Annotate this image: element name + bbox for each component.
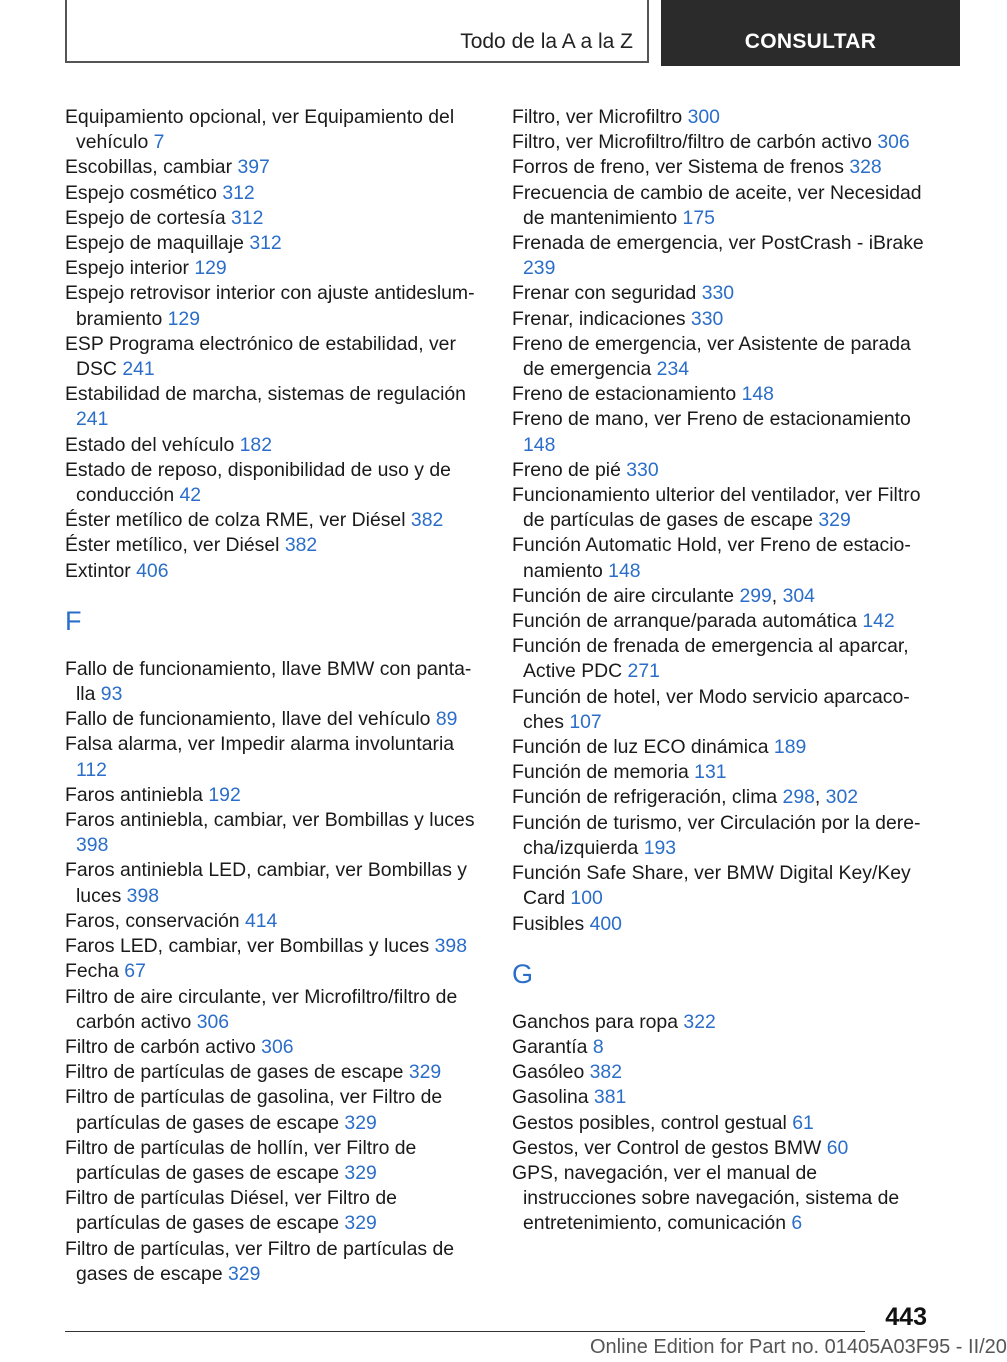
index-entry-text: GPS, navegación, ver el manual de instrucciones sobre navegación, sistema de entretenimiento, comunicación <box>512 1161 900 1235</box>
index-entry <box>512 281 932 306</box>
index-entry-text: Espejo de cortesía <box>65 206 226 229</box>
index-entry <box>512 1010 932 1035</box>
page-reference-link[interactable]: 193 <box>643 836 677 859</box>
page-reference-link[interactable]: 400 <box>589 912 622 935</box>
index-entry <box>512 155 932 180</box>
page-reference-link[interactable]: 175 <box>682 206 715 229</box>
index-entry-text: Funcionamiento ulterior del ventilador, ver Filtro de partículas de gases de escape <box>512 484 921 532</box>
index-entry-text: Función de frenada de emergencia al aparcar, Active PDC <box>512 635 909 683</box>
page-reference-link[interactable]: 60 <box>826 1136 849 1159</box>
index-entry <box>512 685 932 735</box>
index-entry-text: Estado de reposo, disponibilidad de uso y de conducción <box>65 458 451 507</box>
page-reference-link[interactable]: 414 <box>244 909 278 932</box>
index-entry <box>65 256 481 281</box>
page-reference-link[interactable]: 234 <box>656 358 690 381</box>
page-reference-link[interactable]: 300 <box>687 106 720 128</box>
index-entry-text: Fallo de funcionamiento, llave del vehículo <box>65 708 431 731</box>
page-reference-link[interactable]: 182 <box>239 433 272 456</box>
index-entry-text: ESP Programa electrónico de estabilidad, ver DSC <box>65 332 456 381</box>
index-entry-text: Función de turismo, ver Circulación por la derecha/izquierda <box>512 811 921 859</box>
index-entry <box>65 959 481 984</box>
index-entry-text: Filtro de carbón activo <box>65 1035 256 1058</box>
index-entry <box>512 483 932 533</box>
index-entry <box>65 808 481 858</box>
index-entry <box>512 1136 932 1161</box>
page-reference-link[interactable]: 330 <box>690 307 724 330</box>
index-entry <box>65 732 481 782</box>
index-entry <box>65 707 481 732</box>
index-entry <box>65 1085 481 1135</box>
page-reference-link[interactable]: 100 <box>570 887 603 910</box>
index-entry-text: Frenada de emergencia, ver PostCrash - iBrake <box>512 232 924 255</box>
index-entry-text: Función de luz ECO dinámica <box>512 736 769 759</box>
index-entry <box>512 1085 932 1110</box>
index-entry <box>65 105 481 155</box>
page-header <box>0 0 960 66</box>
page-reference-link[interactable]: 330 <box>626 458 659 481</box>
page-reference-link[interactable]: 406 <box>136 559 169 582</box>
index-entry <box>65 332 481 382</box>
index-entry <box>65 206 481 231</box>
page-reference-link[interactable]: 306 <box>877 131 910 154</box>
page-reference-link[interactable]: 329 <box>228 1262 261 1285</box>
index-entry-text: Espejo interior <box>65 257 189 280</box>
index-entry <box>65 1186 481 1236</box>
index-entry-text: Freno de emergencia, ver Asistente de parada de emergencia <box>512 332 911 381</box>
page-reference-link[interactable]: 42 <box>179 484 202 507</box>
page-reference-link[interactable]: 382 <box>589 1061 622 1084</box>
index-entry <box>65 155 481 180</box>
page-reference-link[interactable]: 322 <box>683 1010 716 1033</box>
index-entry <box>512 861 932 911</box>
index-entry-text: Estabilidad de marcha, sistemas de regulación <box>65 383 466 406</box>
page-reference-link[interactable]: 381 <box>593 1086 627 1109</box>
page-reference-link[interactable]: 397 <box>237 156 270 179</box>
index-entry <box>65 1035 481 1060</box>
index-entry <box>512 1111 932 1136</box>
index-entry-text: Espejo retrovisor interior con ajuste antideslumbramiento <box>65 282 475 330</box>
index-entry-text: Función Safe Share, ver BMW Digital Key/Key Card <box>512 862 911 910</box>
page-reference-link[interactable]: 302 <box>825 786 859 809</box>
index-entry <box>512 382 932 407</box>
index-entry <box>65 508 481 533</box>
page-reference-link[interactable]: 142 <box>862 610 895 633</box>
index-entry <box>512 760 932 785</box>
index-entry-text: Filtro de partículas de gases de escape <box>65 1061 404 1084</box>
page-reference-link[interactable]: 8 <box>592 1035 604 1058</box>
page-reference-link[interactable]: 329 <box>344 1111 377 1134</box>
page-reference-link[interactable]: 312 <box>249 232 282 255</box>
index-entry-text: Freno de estacionamiento <box>512 383 737 406</box>
page-reference-link[interactable]: 306 <box>196 1010 230 1033</box>
index-entry <box>65 783 481 808</box>
index-entry <box>512 105 932 130</box>
index-entry: Función de refrigeración, clima 298, 302 <box>512 786 859 809</box>
index-entry <box>65 181 481 206</box>
index-entry <box>65 1060 481 1085</box>
index-entry <box>512 181 932 231</box>
index-entry <box>512 407 932 457</box>
index-entry-text: Faros antiniebla, cambiar, ver Bombillas y luces <box>65 809 475 832</box>
index-column-left <box>65 105 481 1287</box>
index-entry-text: Éster metílico de colza RME, ver Diésel <box>65 509 406 532</box>
index-entry-text: Freno de pié <box>512 458 621 481</box>
index-entry-text: Frenar con seguridad <box>512 282 697 305</box>
index-entry <box>65 858 481 908</box>
index-entry <box>65 657 481 707</box>
index-entry <box>65 559 481 584</box>
page-reference-link[interactable]: 93 <box>100 683 123 706</box>
index-entry <box>65 231 481 256</box>
page-reference-link[interactable]: 89 <box>435 708 458 731</box>
page-reference-link[interactable]: 148 <box>741 383 774 406</box>
index-entry-text: Gestos, ver Control de gestos BMW <box>512 1136 822 1159</box>
page-reference-link[interactable]: 330 <box>701 282 735 305</box>
index-entry-text: Espejo de maquillaje <box>65 232 244 255</box>
index-entry <box>65 533 481 558</box>
index-entry-text: Garantía <box>512 1035 588 1058</box>
page-reference-link[interactable]: 129 <box>167 307 200 330</box>
index-entry-text: Función de refrigeración, clima <box>512 786 778 809</box>
index-entry <box>512 609 932 634</box>
page-reference-link[interactable]: 382 <box>284 534 318 557</box>
index-entry-text: Escobillas, cambiar <box>65 156 233 179</box>
active-section-tab[interactable] <box>661 0 960 66</box>
index-entry <box>512 458 932 483</box>
page-reference-link[interactable]: 312 <box>222 181 255 204</box>
index-entry <box>512 231 932 281</box>
page-reference-link[interactable]: 304 <box>782 584 815 607</box>
page-reference-link[interactable]: 148 <box>523 433 556 456</box>
page-reference-link[interactable]: 107 <box>569 710 602 733</box>
index-entry <box>512 735 932 760</box>
index-entry: Función de aire circulante 299, 304 <box>512 584 815 607</box>
index-entry <box>512 1035 932 1060</box>
index-entry-text: Faros, conservación <box>65 909 240 932</box>
index-entry-text: Frecuencia de cambio de aceite, ver Necesidad de mantenimiento <box>512 181 922 229</box>
page-reference-link[interactable]: 148 <box>608 559 641 582</box>
index-entry-text: Éster metílico, ver Diésel <box>65 534 280 557</box>
index-entry-text: Función de memoria <box>512 761 689 784</box>
index-entry <box>512 1161 932 1237</box>
index-column-right <box>512 105 932 1237</box>
index-entry <box>512 811 932 861</box>
active-section-label: CONSULTAR <box>744 30 877 53</box>
index-letter-heading: F <box>65 605 82 636</box>
index-entry-text: Gasóleo <box>512 1061 585 1084</box>
page-reference-link[interactable]: 329 <box>344 1161 377 1184</box>
index-entry-text: Extintor <box>65 559 131 582</box>
index-entry <box>65 382 481 432</box>
index-entry-text: Fallo de funcionamiento, llave BMW con pantalla <box>65 657 472 706</box>
index-entry-text: Filtro, ver Microfiltro <box>512 106 683 128</box>
index-entry-text: Filtro de partículas, ver Filtro de partículas de gases de escape <box>65 1237 455 1285</box>
index-entry <box>65 1237 481 1287</box>
page-reference-link[interactable]: 398 <box>126 884 160 907</box>
index-entry-text: Fecha <box>65 960 119 983</box>
page-reference-link[interactable]: 67 <box>124 960 146 983</box>
section-tab-label: Todo de la A a la Z <box>460 30 633 53</box>
index-entry-text: Forros de freno, ver Sistema de frenos <box>512 156 844 179</box>
index-entry <box>512 130 932 155</box>
footer-divider <box>65 1331 865 1332</box>
page-reference-link[interactable]: 312 <box>231 206 264 229</box>
page-reference-link[interactable]: 271 <box>627 660 660 683</box>
page-reference-link[interactable]: 7 <box>153 131 165 154</box>
page-reference-link[interactable]: 382 <box>410 509 444 532</box>
index-entry <box>65 433 481 458</box>
page-reference-link[interactable]: 189 <box>773 736 807 759</box>
page-reference-link[interactable]: 131 <box>694 761 727 784</box>
index-entry-text: Espejo cosmético <box>65 181 217 204</box>
index-entry <box>65 1136 481 1186</box>
index-entry-text: Fusibles <box>512 912 585 935</box>
index-entry <box>65 909 481 934</box>
page-reference-link[interactable]: 398 <box>76 834 109 857</box>
page-reference-link[interactable]: 298 <box>782 786 815 809</box>
index-entry-text: Faros antiniebla LED, cambiar, ver Bombillas y luces <box>65 859 467 907</box>
page-reference-link[interactable]: 192 <box>208 783 241 806</box>
index-entry-text: Frenar, indicaciones <box>512 307 686 330</box>
page-reference-link[interactable]: 239 <box>523 257 556 280</box>
index-entry <box>65 985 481 1035</box>
index-entry <box>512 912 932 937</box>
page-reference-link[interactable]: 306 <box>261 1035 294 1058</box>
page-reference-link[interactable]: 112 <box>76 758 107 781</box>
page-reference-link[interactable]: 328 <box>849 156 882 179</box>
index-entry-text: Función de aire circulante <box>512 584 735 607</box>
index-entry-text: Gasolina <box>512 1086 589 1109</box>
index-entry-text: Filtro de partículas de hollín, ver Filtro de partículas de gases de escape <box>65 1136 417 1184</box>
index-entry-text: Estado del vehículo <box>65 433 235 456</box>
page-reference-link[interactable]: 61 <box>792 1111 814 1134</box>
index-entry-text: Freno de mano, ver Freno de estacionamiento <box>512 408 911 431</box>
index-entry-text: Filtro de partículas Diésel, ver Filtro de partículas de gases de escape <box>65 1187 397 1235</box>
index-entry-text: Función de arranque/parada automática <box>512 610 857 633</box>
index-entry <box>512 634 932 684</box>
page-number: 443 <box>885 1303 927 1331</box>
index-entry-text: Filtro de partículas de gasolina, ver Filtro de partículas de gases de escape <box>65 1086 443 1134</box>
index-entry-text: Faros LED, cambiar, ver Bombillas y luces <box>65 935 430 958</box>
index-entry <box>65 458 481 508</box>
footer-edition: Online Edition for Part no. 01405A03F95 - II/20 <box>590 1336 1007 1358</box>
index-entry-text: Filtro de aire circulante, ver Microfiltro/filtro de carbón activo <box>65 985 458 1033</box>
page-reference-link[interactable]: 299 <box>739 584 772 607</box>
index-entry <box>512 307 932 332</box>
index-entry <box>65 281 481 331</box>
page-reference-link[interactable]: 241 <box>76 408 109 431</box>
index-entry-text: Ganchos para ropa <box>512 1010 679 1033</box>
page-reference-link[interactable]: 6 <box>791 1212 803 1235</box>
page-reference-link[interactable]: 329 <box>344 1212 377 1235</box>
index-entry-text: Falsa alarma, ver Impedir alarma involuntaria <box>65 733 455 756</box>
index-entry-text: Gestos posibles, control gestual <box>512 1111 787 1134</box>
page-reference-link[interactable]: 329 <box>408 1061 442 1084</box>
page-reference-link[interactable]: 398 <box>434 935 467 958</box>
index-letter-heading: G <box>512 958 534 989</box>
index-entry-text: Filtro, ver Microfiltro/filtro de carbón activo <box>512 131 872 154</box>
index-entry <box>512 1060 932 1085</box>
page-reference-link[interactable]: 241 <box>122 358 155 381</box>
index-entry-text: Función Automatic Hold, ver Freno de estacionamiento <box>512 534 911 582</box>
index-entry-text: Función de hotel, ver Modo servicio aparcacoches <box>512 685 910 733</box>
index-entry-text: Faros antiniebla <box>65 783 203 806</box>
page-reference-link[interactable]: 329 <box>818 509 851 532</box>
index-entry <box>512 332 932 382</box>
index-entry-text: Equipamiento opcional, ver Equipamiento del vehículo <box>65 106 455 154</box>
index-entry <box>512 533 932 583</box>
page-reference-link[interactable]: 129 <box>194 257 227 280</box>
section-tab[interactable] <box>65 0 649 63</box>
index-entry <box>65 934 481 959</box>
